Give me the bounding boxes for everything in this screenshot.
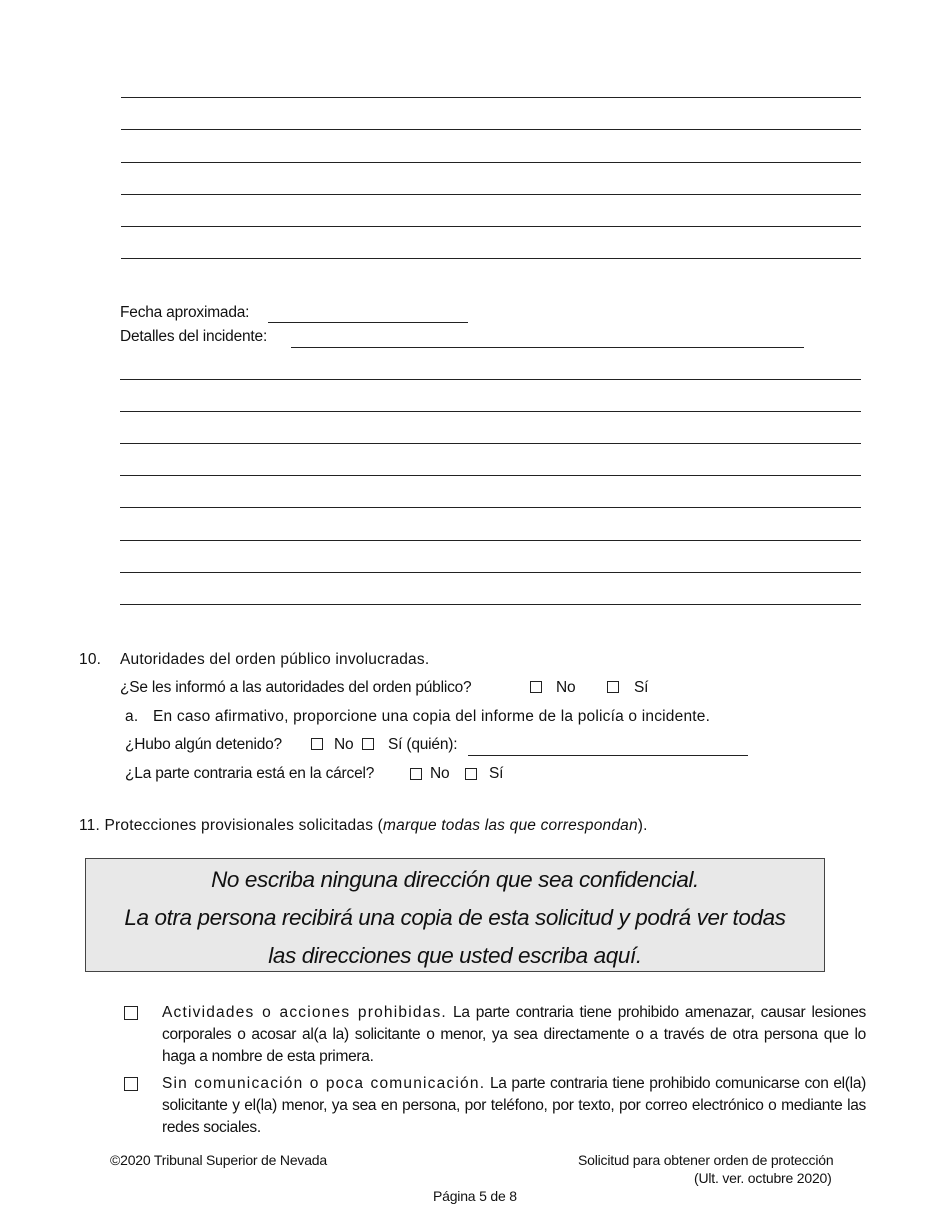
- jail-no-label: No: [430, 765, 450, 782]
- writing-line[interactable]: [121, 226, 861, 227]
- prohibited-acts-text: La parte contraria tiene prohibido amenazar, causar lesiones corporales o acosar al(a la) solicitante o menor, ya sea directamente o a través de otra persona que lo haga a nombre de esta primera.: [162, 1004, 866, 1065]
- item-a-text: En caso afirmativo, proporcione una copia del informe de la policía o incidente.: [153, 708, 711, 725]
- writing-line[interactable]: [120, 507, 861, 508]
- notice-line-2: La otra persona recibirá una copia de esta solicitud y podrá ver todas: [124, 905, 786, 930]
- section-11-title: 11. Protecciones provisionales solicitadas (marque todas las que correspondan).: [79, 817, 648, 834]
- question-authorities-informed: ¿Se les informó a las autoridades del orden público?: [120, 679, 472, 696]
- writing-line[interactable]: [121, 194, 861, 195]
- footer-version: (Ult. ver. octubre 2020): [694, 1170, 832, 1186]
- no-contact-title: Sin comunicación o poca comunicación.: [162, 1075, 486, 1092]
- arrested-no-label: No: [334, 736, 354, 753]
- item-a-letter: a.: [125, 708, 139, 725]
- question-in-jail: ¿La parte contraria está en la cárcel?: [125, 765, 375, 782]
- informed-no-label: No: [556, 679, 576, 696]
- notice-line-1: No escriba ninguna dirección que sea confidencial.: [211, 867, 699, 892]
- section-10-title: Autoridades del orden público involucradas.: [120, 651, 430, 668]
- no-contact-checkbox[interactable]: [124, 1077, 138, 1091]
- writing-line[interactable]: [120, 475, 861, 476]
- writing-line[interactable]: [120, 572, 861, 573]
- prohibited-acts-option: [162, 1002, 866, 1068]
- writing-line[interactable]: [120, 443, 861, 444]
- writing-line[interactable]: [120, 604, 861, 605]
- informed-yes-checkbox[interactable]: [607, 681, 619, 693]
- footer-copyright: ©2020 Tribunal Superior de Nevada: [110, 1152, 327, 1168]
- footer-form-title: Solicitud para obtener orden de protección: [578, 1152, 834, 1168]
- details-label: Detalles del incidente:: [120, 328, 268, 345]
- writing-line[interactable]: [120, 379, 861, 380]
- jail-yes-label: Sí: [489, 765, 504, 782]
- confidential-address-notice: [85, 858, 825, 972]
- date-label: Fecha aproximada:: [120, 304, 250, 321]
- writing-line[interactable]: [121, 258, 861, 259]
- no-contact-option: [162, 1073, 866, 1139]
- notice-line-3: las direcciones que usted escriba aquí.: [268, 943, 642, 968]
- question-arrested: ¿Hubo algún detenido?: [125, 736, 282, 753]
- arrested-who-field[interactable]: [468, 755, 748, 756]
- date-field[interactable]: [268, 322, 468, 323]
- section-10-number: 10.: [79, 651, 102, 668]
- arrested-no-checkbox[interactable]: [311, 738, 323, 750]
- no-contact-text: La parte contraria tiene prohibido comunicarse con el(la) solicitante y el(la) menor, ya sea en persona, por teléfono, por texto, por correo electrónico o mediante las redes sociales.: [162, 1075, 866, 1136]
- writing-line[interactable]: [121, 162, 861, 163]
- informed-no-checkbox[interactable]: [530, 681, 542, 693]
- writing-line[interactable]: [121, 129, 861, 130]
- jail-yes-checkbox[interactable]: [465, 768, 477, 780]
- section-11-instruction: marque todas las que correspondan: [383, 817, 638, 834]
- arrested-yes-checkbox[interactable]: [362, 738, 374, 750]
- footer-page-number: Página 5 de 8: [433, 1188, 517, 1204]
- prohibited-acts-checkbox[interactable]: [124, 1006, 138, 1020]
- informed-yes-label: Sí: [634, 679, 649, 696]
- writing-line[interactable]: [120, 540, 861, 541]
- prohibited-acts-title: Actividades o acciones prohibidas.: [162, 1004, 447, 1021]
- writing-line[interactable]: [120, 411, 861, 412]
- jail-no-checkbox[interactable]: [410, 768, 422, 780]
- details-field[interactable]: [291, 347, 804, 348]
- writing-line[interactable]: [121, 97, 861, 98]
- arrested-yes-who-label: Sí (quién):: [388, 736, 458, 753]
